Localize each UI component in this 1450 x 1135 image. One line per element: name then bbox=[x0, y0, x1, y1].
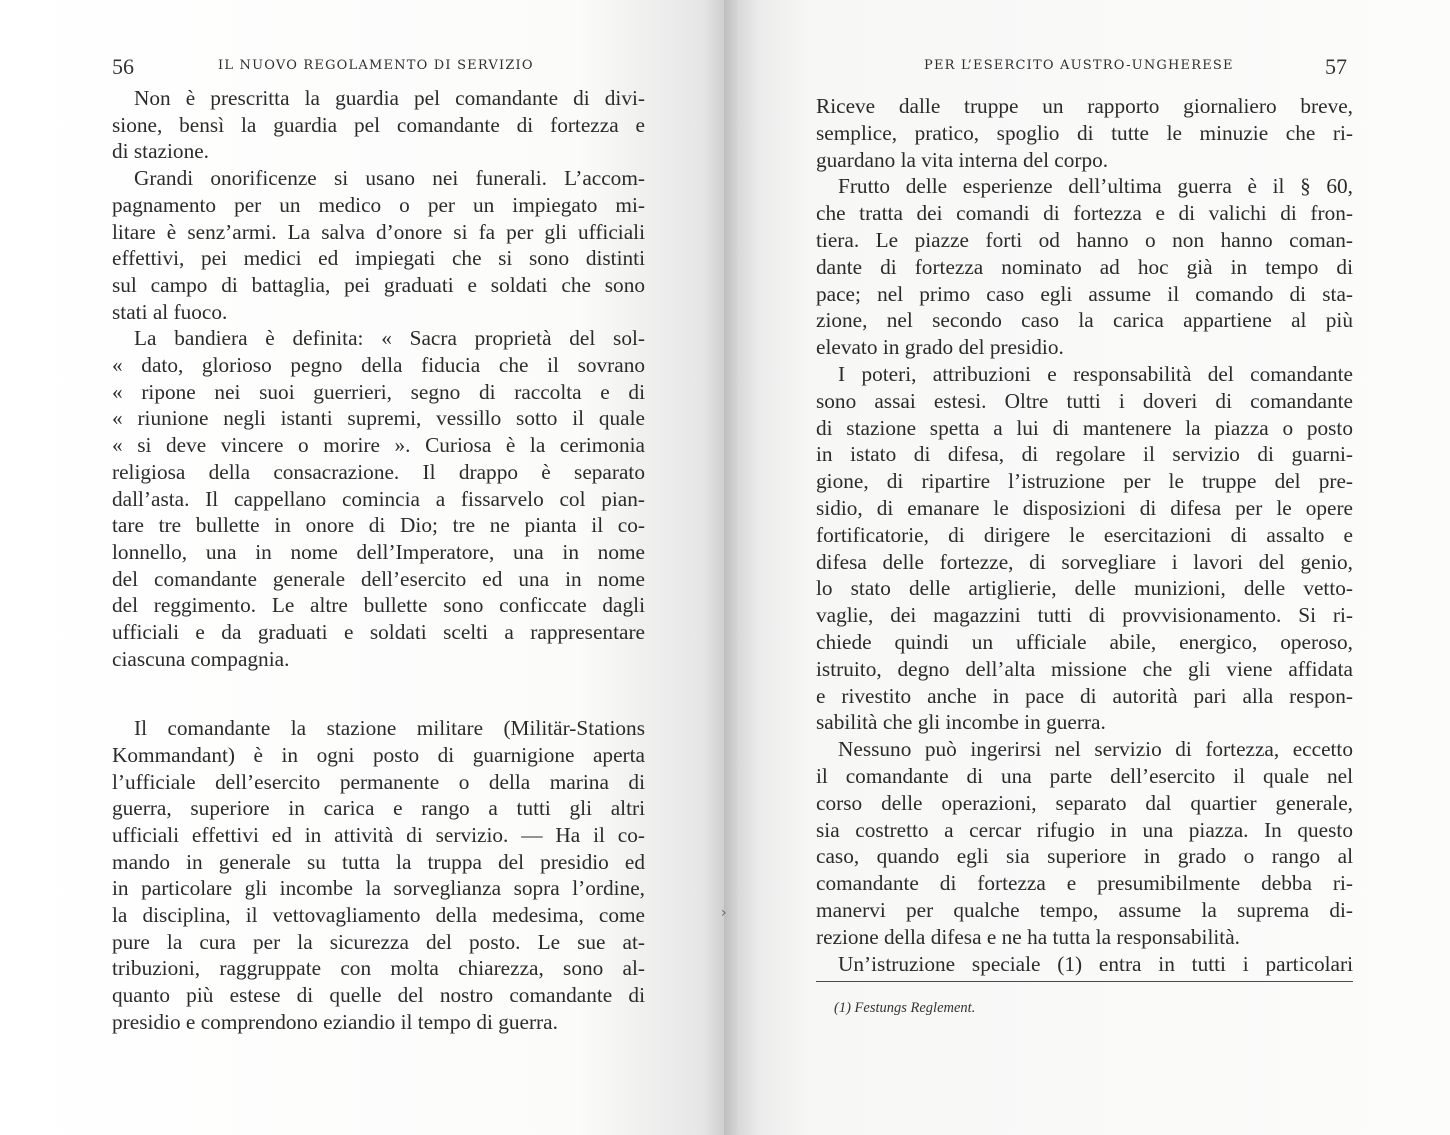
text-line: La bandiera è definita: « Sacra proprietà del sol- bbox=[134, 326, 645, 351]
text-line: sul campo di battaglia, pei graduati e soldati che sono bbox=[112, 272, 645, 297]
text-line: comandante di fortezza e presumibilmente debba ri- bbox=[816, 871, 1353, 896]
right-running-head: PER L’ESERCITO AUSTRO-UNGHERESE bbox=[924, 58, 1234, 73]
text-line: corso delle operazioni, separato dal quartier generale, bbox=[816, 790, 1353, 815]
text-line: Kommandant) è in ogni posto di guarnigione aperta bbox=[112, 742, 645, 767]
text-line: lo stato delle artiglierie, delle munizioni, delle vetto- bbox=[816, 576, 1353, 601]
text-line: elevato in grado del presidio. bbox=[816, 335, 1064, 360]
right-page-number: 57 bbox=[1325, 54, 1347, 79]
left-page-number: 56 bbox=[112, 54, 134, 79]
text-line: pagnamento per un medico o per un impiegato mi- bbox=[112, 192, 645, 217]
text-line: Riceve dalle truppe un rapporto giornaliero breve, bbox=[816, 94, 1353, 118]
text-line: presidio e comprendono eziandio il tempo di guerra. bbox=[112, 1009, 558, 1034]
text-line: litare è senz’armi. La salva d’onore si fa per gli ufficiali bbox=[112, 219, 645, 244]
gutter-mark: › bbox=[721, 905, 727, 921]
text-line: effettivi, pei medici ed impiegati che si sono distinti bbox=[112, 246, 645, 271]
footnote: (1) Festungs Reglement. bbox=[834, 1000, 976, 1016]
text-line: rezione della difesa e ne ha tutta la responsabilità. bbox=[816, 924, 1240, 949]
text-line: istruito, degno dell’alta missione che gli viene affidata bbox=[816, 656, 1353, 681]
text-line: Il comandante la stazione militare (Militär-Stations bbox=[134, 716, 645, 741]
text-line: il comandante di una parte dell’esercito il quale nel bbox=[816, 764, 1353, 788]
text-line: dall’asta. Il cappellano comincia a fissarvelo col pian- bbox=[112, 486, 645, 511]
text-line: Un’istruzione speciale (1) entra in tutti i particolari bbox=[838, 951, 1353, 976]
text-line: di stazione spetta a lui di mantenere la piazza o posto bbox=[816, 415, 1353, 440]
text-line: Nessuno può ingerirsi nel servizio di fortezza, eccetto bbox=[838, 737, 1353, 762]
text-line: in istato di difesa, di regolare il servizio di guarni- bbox=[816, 442, 1353, 467]
text-line: la disciplina, il vettovagliamento della medesima, come bbox=[112, 903, 645, 928]
text-line: I poteri, attribuzioni e responsabilità del comandante bbox=[838, 362, 1353, 386]
text-line: manervi per qualche tempo, assume la suprema di- bbox=[816, 898, 1353, 922]
text-line: del reggimento. Le altre bullette sono conficcate dagli bbox=[112, 593, 645, 618]
text-line: fortificatorie, di dirigere le esercitazioni di assalto e bbox=[816, 522, 1353, 547]
text-line: Non è prescritta la guardia pel comandante di divi- bbox=[134, 86, 645, 110]
text-line: tribuzioni, raggruppate con molta chiarezza, sono al- bbox=[112, 956, 645, 981]
text-line: pace; nel primo caso egli assume il comando di sta- bbox=[816, 281, 1353, 306]
text-line: « ripone nei suoi guerrieri, segno di raccolta e di bbox=[112, 379, 645, 404]
text-line: e rivestito anche in pace di autorità pari alla respon- bbox=[816, 683, 1353, 708]
text-line: tare tre bullette in onore di Dio; tre ne pianta il co- bbox=[112, 513, 645, 538]
text-line: chiede quindi un ufficiale abile, energico, operoso, bbox=[816, 630, 1353, 654]
text-line: « si deve vincere o morire ». Curiosa è la cerimonia bbox=[112, 433, 645, 458]
text-line: semplice, pratico, spoglio di tutte le minuzie che ri- bbox=[816, 120, 1353, 145]
text-line: guerra, superiore in carica e rango a tutti gli altri bbox=[112, 796, 645, 821]
text-line: Grandi onorificenze si usano nei funerali. L’accom- bbox=[134, 166, 645, 191]
text-line: pure la cura per la sicurezza del posto. Le sue at- bbox=[112, 929, 645, 954]
right-page bbox=[724, 0, 1450, 1135]
text-line: « riunione negli istanti supremi, vessillo sotto il quale bbox=[112, 406, 645, 431]
text-line: mando in generale su tutta la truppa del presidio ed bbox=[112, 849, 645, 874]
text-line: sione, bensì la guardia pel comandante di fortezza e bbox=[112, 112, 645, 137]
text-line: stati al fuoco. bbox=[112, 299, 228, 324]
text-line: difesa delle fortezze, di sorvegliare i lavori del genio, bbox=[816, 549, 1353, 574]
left-running-head: IL NUOVO REGOLAMENTO DI SERVIZIO bbox=[218, 58, 534, 73]
text-line: in particolare gli incombe la sorveglianza sopra l’ordine, bbox=[112, 876, 645, 901]
text-line: gione, di ripartire l’istruzione per le truppe del pre- bbox=[816, 469, 1353, 494]
text-line: che tratta dei comandi di fortezza e di valichi di fron- bbox=[816, 201, 1353, 226]
text-line: sono assai estesi. Oltre tutti i doveri di comandante bbox=[816, 388, 1353, 413]
text-line: tiera. Le piazze forti od hanno o non hanno coman- bbox=[816, 228, 1353, 252]
footnote-rule bbox=[816, 981, 1353, 982]
text-line: religiosa della consacrazione. Il drappo è separato bbox=[112, 459, 645, 484]
text-line: del comandante generale dell’esercito ed una in nome bbox=[112, 566, 645, 591]
text-line: di stazione. bbox=[112, 139, 209, 164]
text-line: lonnello, una in nome dell’Imperatore, una in nome bbox=[112, 539, 645, 564]
text-line: Frutto delle esperienze dell’ultima guerra è il § 60, bbox=[838, 174, 1353, 199]
text-line: ufficiali effettivi ed in attività di servizio. — Ha il co- bbox=[112, 822, 645, 847]
text-line: dante di fortezza nominato ad hoc già in tempo di bbox=[816, 254, 1353, 279]
text-line: zione, nel secondo caso la carica appartiene al più bbox=[816, 308, 1353, 333]
text-line: guardano la vita interna del corpo. bbox=[816, 147, 1109, 172]
text-line: sidio, di emanare le disposizioni di difesa per le opere bbox=[816, 496, 1353, 520]
text-line: vaglie, dei magazzini tutti di provvisionamento. Si ri- bbox=[816, 603, 1353, 628]
text-line: caso, quando egli sia superiore in grado o rango al bbox=[816, 844, 1353, 869]
text-line: « dato, glorioso pegno della fiducia che il sovrano bbox=[112, 353, 645, 377]
text-line: sia costretto a cercar rifugio in una piazza. In questo bbox=[816, 817, 1353, 842]
left-page bbox=[0, 0, 724, 1135]
text-line: quanto più estese di quelle del nostro comandante di bbox=[112, 983, 645, 1008]
text-line: ciascuna compagnia. bbox=[112, 646, 290, 671]
text-line: sabilità che gli incombe in guerra. bbox=[816, 710, 1106, 735]
text-line: l’ufficiale dell’esercito permanente o della marina di bbox=[112, 769, 645, 794]
text-line: ufficiali e da graduati e soldati scelti a rappresentare bbox=[112, 620, 645, 644]
